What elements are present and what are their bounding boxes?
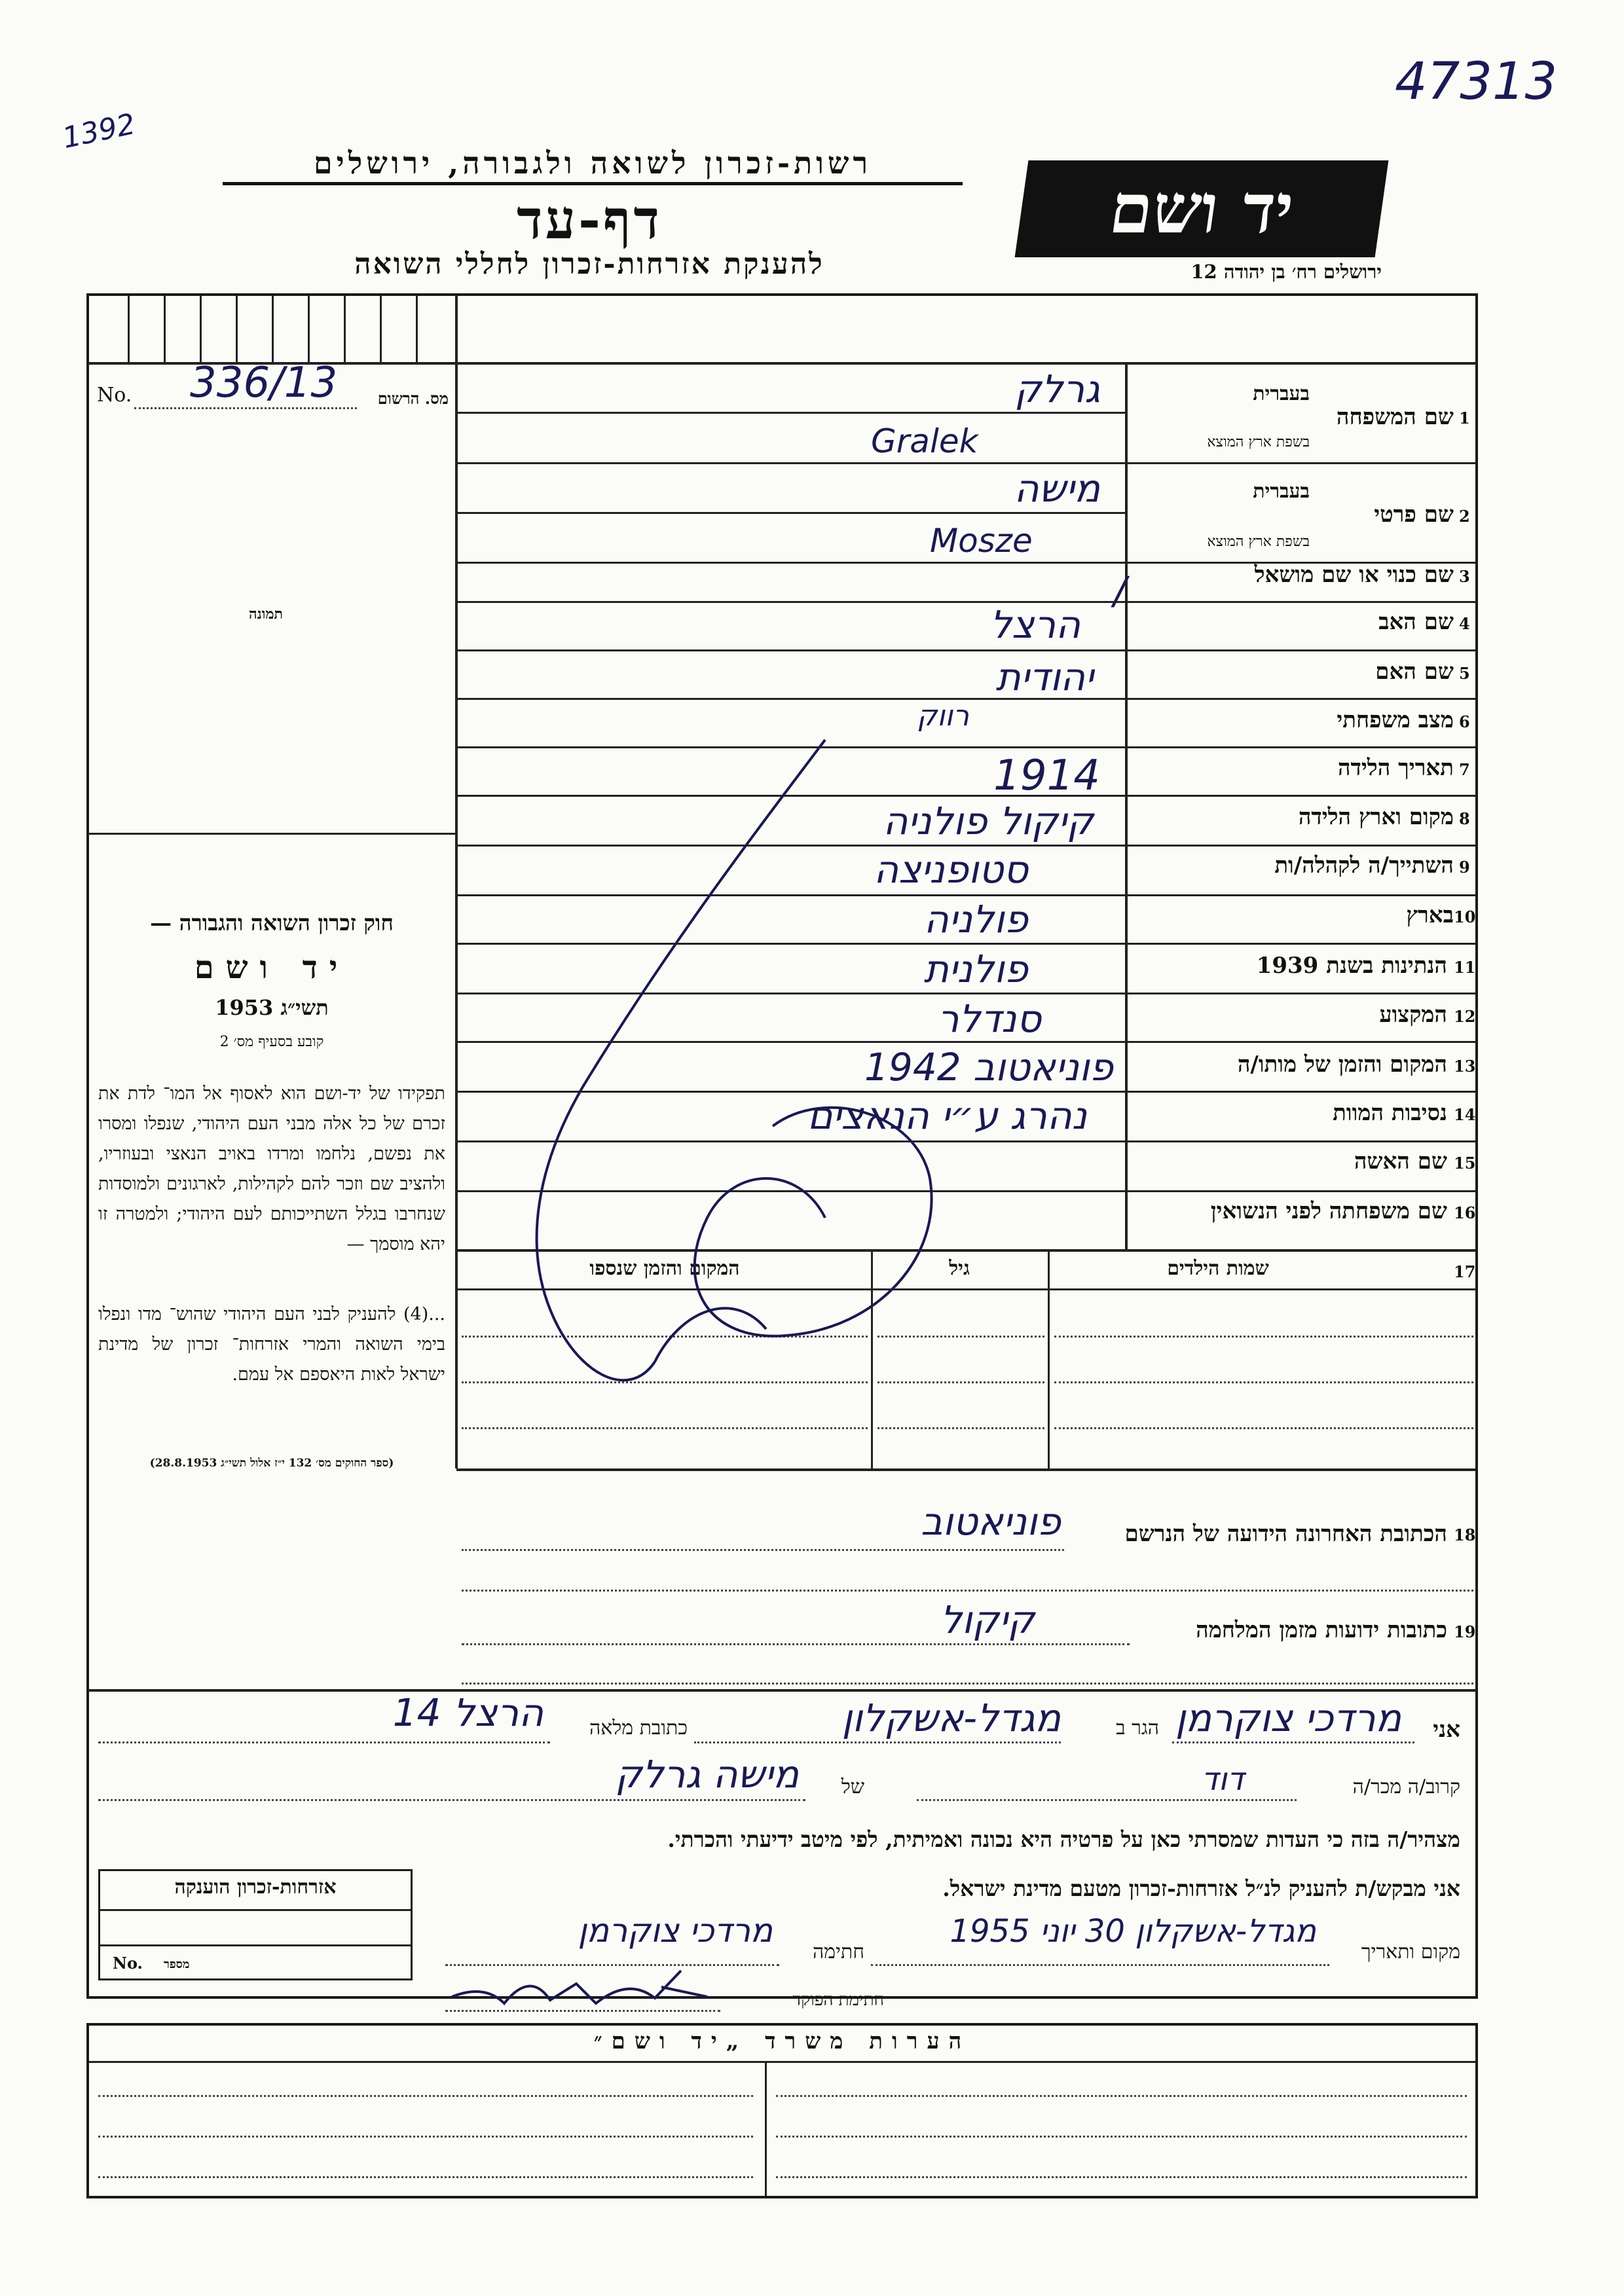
stamp-box-no-label: No. (113, 1954, 143, 1973)
field-1-number: 1 (1459, 409, 1470, 428)
law-paragraph-1: תפקידו של יד-ושם הוא לאסוף אל המו־ לדת את זכרם של כל אלה מבני העם היהודי, שנפלו ומסרו את נפשם, נלחמו ומרדו באויב הנאצי ובעוזריו, ולהציב שם וזכר להם לקהילות, לארגונים ולמוסדות שנחרבו בגלל השתייכותם לעם היהודי; ולמטרה זו יהא מוסמך — (98, 1084, 445, 1254)
office-notes-title: הערות משרד „יד ושם״ (593, 2028, 971, 2054)
field-9-value: סטופניצה (874, 847, 1028, 892)
law-paragraph-2: ...(4) להעניק לבני העם היהודי שהוש־ מדו ונפלו בימי השואה והמרי אזרחות־ זכרון של מדינת ישראל לאות היאספם אל עמם. (98, 1304, 445, 1385)
field-5-number: 5 (1459, 664, 1470, 683)
declaration-ani: אני (1433, 1717, 1460, 1743)
field-9-label: השתייך/ה לקהלה/ות (1274, 852, 1454, 879)
form-subtitle: להענקת אזרחות-זכרון לחללי השואה (354, 247, 824, 281)
field-4-value: הרצל (989, 602, 1080, 647)
field-8-value: קיקול פולניה (883, 799, 1094, 843)
children-col-age: גיל (949, 1257, 970, 1280)
field-3-label: שם כנוי או שם מושאל (1254, 562, 1454, 588)
field-8-number: 8 (1459, 809, 1470, 828)
field-6-value: רווק (916, 699, 969, 733)
field-19-label: כתובות ידועות מזמן המלחמה (1196, 1617, 1447, 1643)
signature-value: מרדכי צוקרמן (578, 1912, 773, 1950)
logo-address: ירושלים רח׳ בן יהודה 12 (1190, 261, 1382, 283)
of-label: של (841, 1776, 864, 1798)
field-1-label: שם המשפחה (1336, 404, 1454, 430)
field-13-label: המקום והזמן של מותו/ה (1237, 1051, 1447, 1078)
law-clause: קובע בסעיף מס׳ 2 (219, 1034, 324, 1050)
registration-number: 336/13 (190, 359, 338, 407)
field-18-label: הכתובת האחרונה הידועה של הנרשם (1124, 1521, 1447, 1547)
children-col-place: המקום והזמן שנספו (589, 1257, 740, 1280)
field-4-label: שם האב (1378, 609, 1454, 635)
signature-label: חתימה (813, 1941, 864, 1963)
place-date-label: מקום ותאריך (1361, 1941, 1460, 1963)
declaration-request: אני מבקש/ת להעניק לנ״ל אזרחות-זכרון מטעם מדינת ישראל. (942, 1876, 1460, 1901)
field-14-label: נסיבות המוות (1333, 1100, 1447, 1126)
field-18-value: פוניאטוב (921, 1499, 1061, 1544)
field-5-value: יהודית (995, 655, 1094, 699)
field-10-number: 10 (1454, 907, 1476, 926)
field-3-number: 3 (1459, 567, 1470, 586)
archive-number: 47313 (1395, 52, 1558, 111)
field-2-sub-top: בעברית (1253, 480, 1310, 503)
field-15-number: 15 (1454, 1154, 1476, 1173)
form-title: דף-עד (517, 189, 662, 251)
field-2-label: שם פרטי (1374, 501, 1454, 528)
field-1-value-latin: Gralek (871, 422, 978, 460)
declarant-name: מרדכי צוקרמן (1175, 1696, 1401, 1740)
field-16-number: 16 (1454, 1203, 1476, 1222)
field-8-label: מקום וארץ הלידה (1298, 804, 1454, 830)
stamp-box-title: אזרחות-זכרון הוענקה (174, 1876, 337, 1899)
corner-mark: 1392 (59, 107, 139, 156)
field-10-value: פולניה (923, 897, 1028, 941)
field-16-label: שם משפחתה לפני הנשואין (1210, 1198, 1447, 1224)
children-col-names: שמות הילדים (1167, 1257, 1269, 1280)
field-14-value: נהרג ע״י הנאצים (807, 1093, 1087, 1138)
field-1-value-hebrew: גרלק (1014, 367, 1100, 411)
field-17-number: 17 (1454, 1262, 1476, 1281)
of-name: מישה גרלק (615, 1752, 799, 1796)
address-label: כתובת מלאה (589, 1717, 688, 1740)
field-19-number: 19 (1454, 1622, 1476, 1641)
field-18-number: 18 (1454, 1525, 1476, 1544)
registration-no-label: No. (97, 384, 132, 407)
place-date-value: מגדל-אשקלון 30 יוני 1955 (950, 1913, 1316, 1950)
law-year: תשי״ג 1953 (215, 995, 329, 1020)
field-15-label: שם האשה (1354, 1148, 1447, 1175)
field-11-value: פולנית (923, 947, 1028, 991)
relative-label: קרוב/ה מכר/ה (1352, 1776, 1460, 1798)
field-10-label: בארץ (1406, 902, 1454, 928)
field-9-number: 9 (1459, 858, 1470, 877)
field-6-label: מצב משפחתי (1337, 707, 1454, 733)
field-2-value-latin: Mosze (930, 522, 1033, 560)
resident-place: מגדל-אשקלון (841, 1696, 1061, 1740)
field-11-number: 11 (1454, 958, 1476, 977)
law-title: חוק זכרון השואה והגבורה — (150, 910, 394, 936)
authority-name: רשות-זכרון לשואה ולגבורה, ירושלים (223, 145, 963, 185)
field-12-number: 12 (1454, 1007, 1476, 1026)
field-7-number: 7 (1459, 760, 1470, 779)
field-7-value: 1914 (993, 752, 1100, 800)
stamp-box-number-label: מספר (164, 1958, 190, 1971)
field-13-value: פוניאטוב 1942 (864, 1045, 1113, 1089)
field-6-number: 6 (1459, 712, 1470, 731)
registration-label: מס. הרשום (377, 389, 449, 408)
field-5-label: שם האם (1375, 659, 1454, 685)
field-14-number: 14 (1454, 1105, 1476, 1124)
field-19-value: קיקול (940, 1597, 1035, 1642)
officer-signature-label: חתימת הפוקד (792, 1990, 884, 2010)
declaration-statement: מצהיר/ה בזה כי העדות שמסרתי כאן על פרטיה היא נכונה ואמיתית, לפי מיטב ידיעתי והכרתי. (667, 1827, 1460, 1852)
field-1-sub-bottom: בשפת ארץ המוצא (1207, 434, 1310, 450)
field-4-number: 4 (1459, 614, 1470, 633)
full-address: הרצל 14 (392, 1690, 544, 1735)
diagonal-scribble (458, 720, 1048, 1506)
relation-value: דוד (1201, 1761, 1244, 1798)
office-notes-frame (86, 2023, 1478, 2198)
field-2-number: 2 (1459, 507, 1470, 526)
resident-label: הגר ב (1116, 1717, 1159, 1740)
field-3-value: / (1113, 568, 1126, 613)
field-2-sub-bottom: בשפת ארץ המוצא (1207, 534, 1310, 550)
field-7-label: תאריך הלידה (1337, 755, 1454, 781)
field-12-value: סנדלר (937, 996, 1041, 1041)
field-12-label: המקצוע (1379, 1002, 1447, 1028)
law-name: יד ושם (194, 949, 350, 986)
field-1-sub-top: בעברית (1253, 382, 1310, 405)
field-11-label: הנתינות בשנת 1939 (1256, 953, 1447, 979)
yad-vashem-logo: יד ושם (1015, 160, 1389, 257)
field-2-value-hebrew: מישה (1014, 466, 1100, 511)
officer-signature (445, 1958, 720, 2016)
photo-label: תמונה (249, 606, 283, 623)
field-13-number: 13 (1454, 1057, 1476, 1076)
law-footnote: (ספר החוקים מס׳ 132 י״ז אלול תשי״ג 28.8.1953) (149, 1457, 394, 1470)
